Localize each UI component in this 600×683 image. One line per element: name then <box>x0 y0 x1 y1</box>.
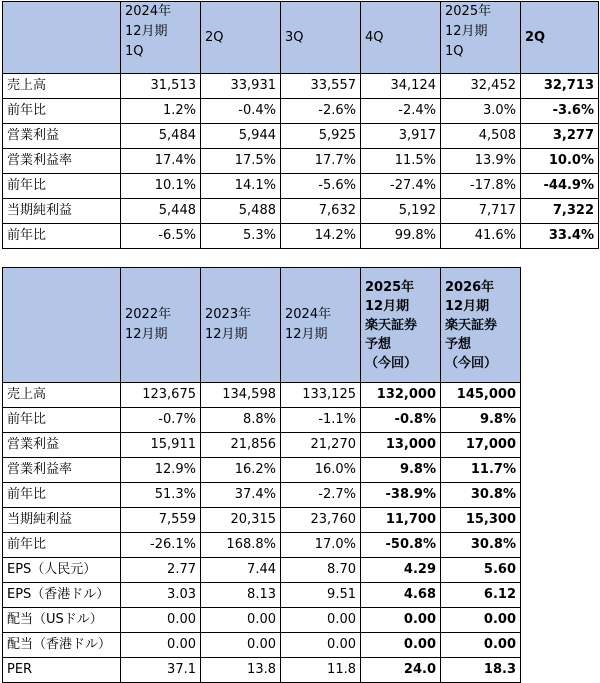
value-cell: 15,300 <box>441 508 521 533</box>
value-cell: 33.4% <box>521 224 599 249</box>
value-cell: 7,322 <box>521 199 599 224</box>
value-cell: 8.70 <box>281 558 361 583</box>
empty-cell <box>521 433 599 458</box>
value-cell: -5.6% <box>281 174 361 199</box>
row-label: 前年比 <box>3 533 121 558</box>
table-row <box>3 199 599 224</box>
value-cell: 17.0% <box>281 533 361 558</box>
value-cell: 5,925 <box>281 124 361 149</box>
table-header-row <box>3 2 599 74</box>
value-cell: 21,270 <box>281 433 361 458</box>
value-cell: 0.00 <box>201 608 281 633</box>
value-cell: 4.68 <box>361 583 441 608</box>
value-cell: -17.8% <box>441 174 521 199</box>
empty-cell <box>521 408 599 433</box>
row-label: 前年比 <box>3 483 121 508</box>
value-cell: -50.8% <box>361 533 441 558</box>
value-cell: 30.8% <box>441 533 521 558</box>
value-cell: 16.0% <box>281 458 361 483</box>
table-row <box>3 508 599 533</box>
value-cell: -6.5% <box>121 224 201 249</box>
empty-cell <box>521 268 599 383</box>
value-cell: 7,559 <box>121 508 201 533</box>
value-cell: 3.03 <box>121 583 201 608</box>
header-corner-cell <box>3 268 121 383</box>
value-cell: -38.9% <box>361 483 441 508</box>
value-cell: 7.44 <box>201 558 281 583</box>
table-row <box>3 383 599 408</box>
table-row <box>3 124 599 149</box>
row-label: EPS（人民元） <box>3 558 121 583</box>
value-cell: -3.6% <box>521 99 599 124</box>
row-label: 売上高 <box>3 74 121 99</box>
value-cell: 123,675 <box>121 383 201 408</box>
table-row <box>3 174 599 199</box>
row-label: 前年比 <box>3 224 121 249</box>
header-cell: 2024年 12月期 <box>281 268 361 383</box>
row-label: 配当（香港ドル） <box>3 633 121 658</box>
value-cell: 0.00 <box>361 633 441 658</box>
value-cell: 5.3% <box>201 224 281 249</box>
value-cell: 33,931 <box>201 74 281 99</box>
value-cell: 33,557 <box>281 74 361 99</box>
value-cell: 37.4% <box>201 483 281 508</box>
value-cell: 5,448 <box>121 199 201 224</box>
row-label: 前年比 <box>3 99 121 124</box>
table-row <box>3 608 599 633</box>
annual-forecast-table <box>2 267 599 683</box>
empty-cell <box>521 483 599 508</box>
value-cell: 0.00 <box>201 633 281 658</box>
quarterly-results-table <box>2 1 599 249</box>
value-cell: 15,911 <box>121 433 201 458</box>
value-cell: 13,000 <box>361 433 441 458</box>
value-cell: 0.00 <box>441 608 521 633</box>
value-cell: 51.3% <box>121 483 201 508</box>
value-cell: 132,000 <box>361 383 441 408</box>
value-cell: 32,713 <box>521 74 599 99</box>
value-cell: 31,513 <box>121 74 201 99</box>
header-cell: 2026年 12月期 楽天証券 予想 （今回） <box>441 268 521 383</box>
value-cell: -0.7% <box>121 408 201 433</box>
table-row <box>3 458 599 483</box>
value-cell: -0.4% <box>201 99 281 124</box>
value-cell: 17.4% <box>121 149 201 174</box>
value-cell: 3,917 <box>361 124 441 149</box>
row-label: 当期純利益 <box>3 508 121 533</box>
row-label: 前年比 <box>3 174 121 199</box>
value-cell: 5,192 <box>361 199 441 224</box>
value-cell: 0.00 <box>441 633 521 658</box>
table-row <box>3 483 599 508</box>
value-cell: -0.8% <box>361 408 441 433</box>
value-cell: -2.4% <box>361 99 441 124</box>
value-cell: 17,000 <box>441 433 521 458</box>
value-cell: 14.1% <box>201 174 281 199</box>
header-cell: 2025年 12月期 楽天証券 予想 （今回） <box>361 268 441 383</box>
value-cell: 5,484 <box>121 124 201 149</box>
header-cell: 2025年 12月期 1Q <box>441 2 521 74</box>
value-cell: 0.00 <box>121 608 201 633</box>
value-cell: 34,124 <box>361 74 441 99</box>
empty-cell <box>521 658 599 683</box>
empty-cell <box>521 583 599 608</box>
value-cell: -1.1% <box>281 408 361 433</box>
value-cell: 20,315 <box>201 508 281 533</box>
value-cell: 21,856 <box>201 433 281 458</box>
value-cell: 0.00 <box>281 633 361 658</box>
value-cell: 0.00 <box>281 608 361 633</box>
value-cell: 11,700 <box>361 508 441 533</box>
row-label: 売上高 <box>3 383 121 408</box>
value-cell: 1.2% <box>121 99 201 124</box>
empty-cell <box>521 608 599 633</box>
value-cell: 11.7% <box>441 458 521 483</box>
value-cell: 8.13 <box>201 583 281 608</box>
header-cell: 2024年 12月期 1Q <box>121 2 201 74</box>
value-cell: 14.2% <box>281 224 361 249</box>
table-row <box>3 658 599 683</box>
value-cell: -2.6% <box>281 99 361 124</box>
row-label: 営業利益 <box>3 124 121 149</box>
value-cell: -27.4% <box>361 174 441 199</box>
empty-cell <box>521 533 599 558</box>
table-row <box>3 99 599 124</box>
table-row <box>3 583 599 608</box>
table-row <box>3 408 599 433</box>
header-cell: 2022年 12月期 <box>121 268 201 383</box>
value-cell: 41.6% <box>441 224 521 249</box>
table-row <box>3 149 599 174</box>
header-cell: 2023年 12月期 <box>201 268 281 383</box>
table-row <box>3 633 599 658</box>
value-cell: 5,488 <box>201 199 281 224</box>
value-cell: 30.8% <box>441 483 521 508</box>
value-cell: 5.60 <box>441 558 521 583</box>
table-header-row <box>3 268 599 383</box>
table-row <box>3 224 599 249</box>
value-cell: 32,452 <box>441 74 521 99</box>
value-cell: -26.1% <box>121 533 201 558</box>
table-row <box>3 558 599 583</box>
value-cell: 9.8% <box>441 408 521 433</box>
value-cell: 0.00 <box>361 608 441 633</box>
value-cell: 134,598 <box>201 383 281 408</box>
value-cell: 3,277 <box>521 124 599 149</box>
value-cell: 0.00 <box>121 633 201 658</box>
value-cell: 145,000 <box>441 383 521 408</box>
value-cell: 6.12 <box>441 583 521 608</box>
value-cell: 13.8 <box>201 658 281 683</box>
value-cell: -44.9% <box>521 174 599 199</box>
header-cell: 2Q <box>521 2 599 74</box>
empty-cell <box>521 558 599 583</box>
row-label: PER <box>3 658 121 683</box>
header-cell: 2Q <box>201 2 281 74</box>
row-label: 営業利益 <box>3 433 121 458</box>
table-row <box>3 533 599 558</box>
row-label: 営業利益率 <box>3 458 121 483</box>
value-cell: 4,508 <box>441 124 521 149</box>
empty-cell <box>521 458 599 483</box>
empty-cell <box>521 633 599 658</box>
value-cell: 4.29 <box>361 558 441 583</box>
value-cell: 16.2% <box>201 458 281 483</box>
value-cell: 17.7% <box>281 149 361 174</box>
value-cell: 5,944 <box>201 124 281 149</box>
value-cell: 10.0% <box>521 149 599 174</box>
row-label: 営業利益率 <box>3 149 121 174</box>
value-cell: 7,717 <box>441 199 521 224</box>
empty-cell <box>521 383 599 408</box>
value-cell: 133,125 <box>281 383 361 408</box>
value-cell: 23,760 <box>281 508 361 533</box>
value-cell: 9.51 <box>281 583 361 608</box>
value-cell: 2.77 <box>121 558 201 583</box>
empty-cell <box>521 508 599 533</box>
header-cell: 4Q <box>361 2 441 74</box>
value-cell: 9.8% <box>361 458 441 483</box>
row-label: 当期純利益 <box>3 199 121 224</box>
row-label: EPS（香港ドル） <box>3 583 121 608</box>
value-cell: 168.8% <box>201 533 281 558</box>
value-cell: 99.8% <box>361 224 441 249</box>
header-corner-cell <box>3 2 121 74</box>
table-row <box>3 74 599 99</box>
value-cell: 17.5% <box>201 149 281 174</box>
value-cell: 37.1 <box>121 658 201 683</box>
value-cell: 11.5% <box>361 149 441 174</box>
value-cell: 12.9% <box>121 458 201 483</box>
value-cell: 13.9% <box>441 149 521 174</box>
value-cell: 24.0 <box>361 658 441 683</box>
row-label: 前年比 <box>3 408 121 433</box>
value-cell: -2.7% <box>281 483 361 508</box>
value-cell: 11.8 <box>281 658 361 683</box>
value-cell: 10.1% <box>121 174 201 199</box>
value-cell: 18.3 <box>441 658 521 683</box>
row-label: 配当（USドル） <box>3 608 121 633</box>
value-cell: 7,632 <box>281 199 361 224</box>
header-cell: 3Q <box>281 2 361 74</box>
value-cell: 8.8% <box>201 408 281 433</box>
table-row <box>3 433 599 458</box>
value-cell: 3.0% <box>441 99 521 124</box>
